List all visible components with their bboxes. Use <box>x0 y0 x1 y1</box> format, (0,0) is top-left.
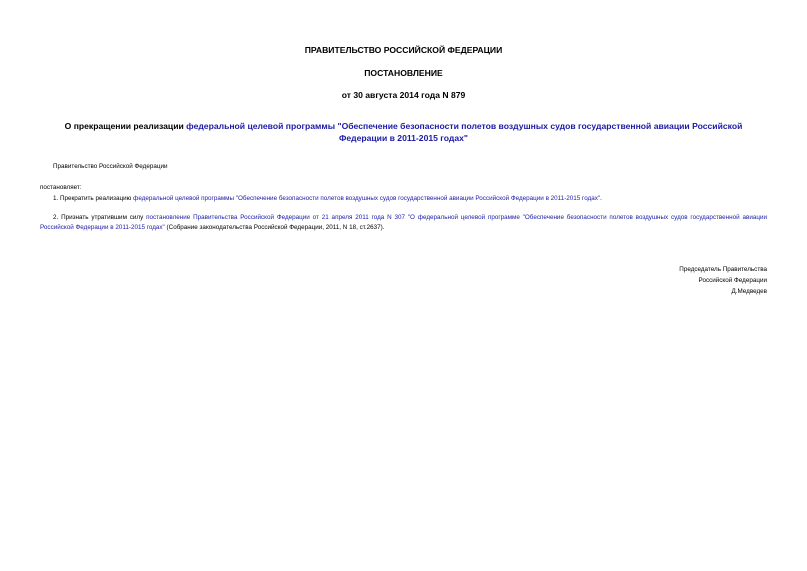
item-2-paragraph <box>40 213 767 233</box>
signature-name-line: Д.Медведев <box>731 288 767 295</box>
government-line: Правительство Российской Федерации <box>53 163 168 170</box>
postanovlyaet-line: постановляет: <box>40 184 82 191</box>
title-prefix: О прекращении реализации <box>64 121 187 131</box>
item-2-prefix: 2. Признать утратившим силу <box>53 214 147 221</box>
date-number-heading: от 30 августа 2014 года N 879 <box>341 90 466 100</box>
item-2-resolution-link[interactable]: постановление Правительства Российской Федерации от 21 апреля 2011 года N 307 "О федеральной целевой программе "Обеспечение безопасности полетов воздушных судов государственной авиации Российской Федерации в 2011-2015 годах" <box>40 214 767 231</box>
signature-title-line: Председатель Правительства <box>679 266 767 273</box>
item-1-paragraph <box>53 194 773 204</box>
item-1-suffix: . <box>600 195 602 202</box>
signature-country-line: Российской Федерации <box>698 277 767 284</box>
document-title <box>40 120 767 144</box>
title-program-link[interactable]: федеральной целевой программы "Обеспечение безопасности полетов воздушных судов государственной авиации Российской Федерации в 2011-2015 годах" <box>186 121 743 143</box>
item-1-prefix: 1. Прекратить реализацию <box>53 195 134 202</box>
item-2-suffix: (Собрание законодательства Российской Федерации, 2011, N 18, ст.2637). <box>164 224 385 231</box>
document-type-heading: ПОСТАНОВЛЕНИЕ <box>364 68 443 78</box>
item-1-program-link[interactable]: федеральной целевой программы "Обеспечение безопасности полетов воздушных судов государственной авиации Российской Федерации в 2011-2015 годах" <box>133 195 601 202</box>
government-heading: ПРАВИТЕЛЬСТВО РОССИЙСКОЙ ФЕДЕРАЦИИ <box>304 45 503 55</box>
